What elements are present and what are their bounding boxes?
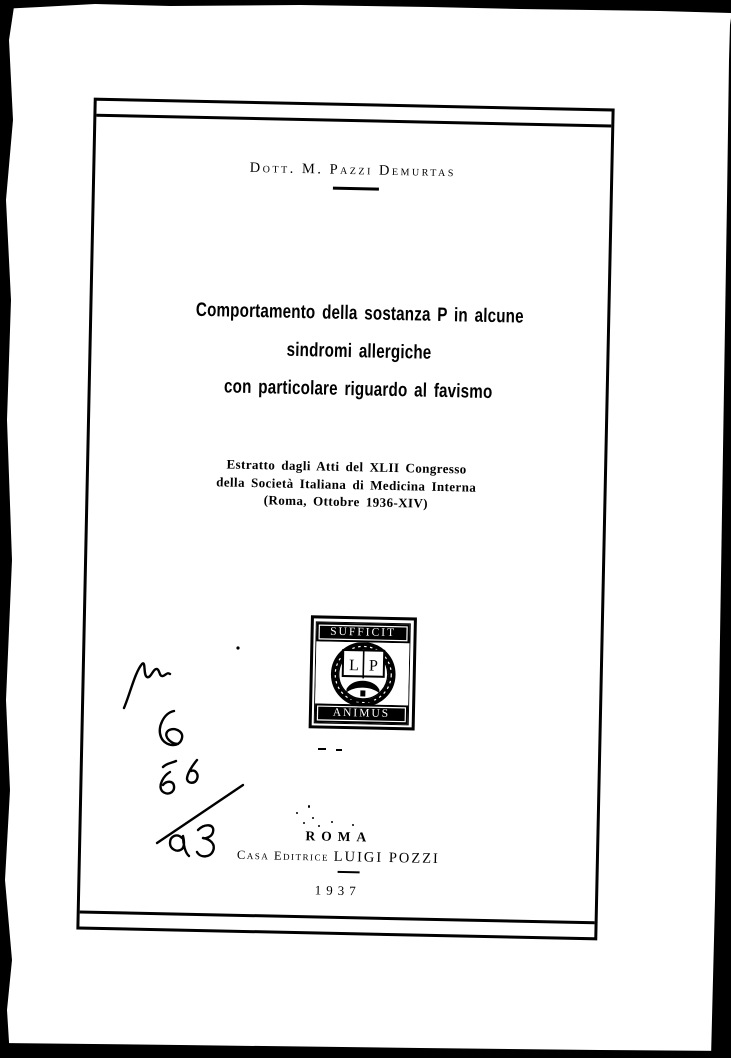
imprint-city: ROMA bbox=[305, 828, 373, 845]
imprint-divider-rule bbox=[337, 871, 359, 873]
scan-edge-left bbox=[0, 0, 18, 1058]
document-title bbox=[102, 289, 615, 414]
extract-line-2: della Società Italiana di Medicina Interna bbox=[216, 473, 477, 495]
laurel-wreath-open-book-icon bbox=[315, 641, 411, 707]
dust-speck bbox=[318, 748, 326, 750]
scan-edge-bottom bbox=[0, 1038, 731, 1058]
emblem-initial-left: L bbox=[348, 656, 360, 674]
extract-note bbox=[88, 453, 604, 516]
extract-line-3: (Roma, Ottobre 1936-XIV) bbox=[263, 492, 429, 511]
dust-speck bbox=[331, 821, 333, 823]
author-divider-rule bbox=[332, 187, 378, 190]
author-name: Dott. M. Pazzi Demurtas bbox=[249, 159, 457, 181]
dust-speck bbox=[308, 805, 310, 808]
extract-line-1: Estratto dagli Atti del XLII Congresso bbox=[226, 456, 467, 477]
publisher-prefix: Casa Editrice bbox=[236, 847, 330, 864]
title-line-1: Comportamento della sostanza P in alcune sindromi allergiche bbox=[195, 298, 524, 364]
dust-speck bbox=[303, 822, 305, 824]
imprint-year: 1937 bbox=[314, 882, 361, 899]
dust-speck bbox=[318, 825, 320, 827]
frame-inner-rule-top bbox=[96, 114, 611, 128]
dust-speck bbox=[352, 824, 354, 826]
publisher-emblem-inner-border bbox=[314, 621, 411, 725]
page-border-frame bbox=[76, 98, 614, 941]
emblem-initial-right: P bbox=[368, 657, 379, 675]
scan-edge-right bbox=[711, 0, 731, 1058]
title-line-2: con particolare riguardo al favismo bbox=[223, 375, 493, 404]
publisher-emblem bbox=[308, 615, 416, 730]
dust-speck bbox=[336, 749, 342, 751]
frame-inner-rule-bottom bbox=[80, 911, 595, 925]
scan-edge-top bbox=[0, 0, 731, 14]
emblem-motto-top: SUFFICIT bbox=[316, 622, 409, 643]
emblem-seal bbox=[315, 641, 409, 705]
dust-speck bbox=[312, 817, 314, 819]
dust-speck bbox=[296, 812, 298, 814]
emblem-motto-bottom: ANIMUS bbox=[315, 703, 408, 724]
publisher-name: LUIGI POZZI bbox=[333, 848, 441, 868]
